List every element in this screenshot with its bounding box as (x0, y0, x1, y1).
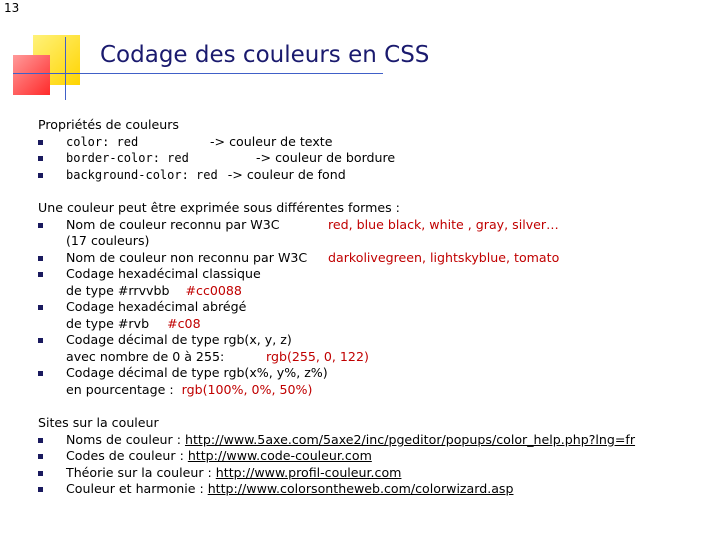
list-item (38, 266, 708, 283)
property-name: color: red (66, 134, 139, 149)
property-description: -> couleur de bordure (256, 150, 396, 165)
list-item-continuation (38, 283, 708, 300)
property-name: background-color: red (66, 167, 218, 182)
formats-heading: Une couleur peut être exprimée sous différentes formes : (38, 200, 400, 215)
list-item (38, 448, 708, 465)
site-link-color-codes[interactable]: http://www.code-couleur.com (187, 448, 372, 463)
format-detail: avec nombre de 0 à 255: (66, 348, 225, 364)
format-detail: (17 couleurs) (66, 233, 150, 248)
format-label: Codage décimal de type rgb(x, y, z) (66, 332, 292, 347)
property-description: -> couleur de fond (227, 166, 346, 182)
site-label: Noms de couleur : (66, 431, 185, 447)
list-item (38, 465, 708, 482)
list-item (38, 167, 708, 184)
list-item (38, 134, 708, 151)
slide-number: 13 (4, 1, 20, 15)
property-description: -> couleur de texte (210, 133, 333, 149)
format-label: Codage décimal de type rgb(x%, y%, z%) (66, 365, 328, 380)
site-label: Couleur et harmonie : (66, 481, 208, 496)
format-example: red, blue black, white , gray, silver… (328, 216, 559, 232)
format-label: Nom de couleur reconnu par W3C (66, 216, 280, 232)
list-item (38, 332, 708, 349)
format-example: #cc0088 (185, 282, 242, 298)
slide-content (38, 117, 708, 515)
properties-heading: Propriétés de couleurs (38, 117, 179, 132)
list-item (38, 150, 708, 167)
format-example: rgb(100%, 0%, 50%) (181, 381, 313, 397)
format-detail: de type #rvb (66, 315, 150, 331)
horizontal-rule (13, 73, 383, 74)
site-label: Théorie sur la couleur : (66, 464, 216, 480)
format-example: darkolivegreen, lightskyblue, tomato (328, 249, 560, 265)
slide-title: Codage des couleurs en CSS (100, 42, 430, 68)
format-detail: de type #rrvvbb (66, 282, 170, 298)
format-example: #c08 (167, 315, 201, 331)
format-label: Codage hexadécimal classique (66, 266, 261, 281)
list-item (38, 299, 708, 316)
list-item (38, 432, 708, 449)
format-detail: en pourcentage : (66, 381, 174, 397)
list-item-continuation (38, 382, 708, 399)
property-name: border-color: red (66, 151, 189, 165)
format-label: Nom de couleur non reconnu par W3C (66, 249, 308, 265)
site-label: Codes de couleur : (66, 448, 188, 463)
sites-section (38, 415, 708, 498)
site-link-color-names[interactable]: http://www.5axe.com/5axe2/inc/pgeditor/popups/color_help.php?lng=fr (184, 431, 636, 447)
list-item (38, 365, 708, 382)
format-label: Codage hexadécimal abrégé (66, 299, 247, 314)
red-square (13, 55, 50, 95)
list-item (38, 481, 708, 498)
site-link-color-theory[interactable]: http://www.profil-couleur.com (215, 464, 402, 480)
site-link-color-harmony[interactable]: http://www.colorsontheweb.com/colorwizard.asp (207, 481, 514, 496)
list-item-continuation (38, 349, 708, 366)
properties-section (38, 117, 708, 183)
sites-heading: Sites sur la couleur (38, 415, 159, 430)
vertical-rule (65, 37, 66, 100)
list-item (38, 217, 708, 234)
list-item (38, 250, 708, 267)
list-item-continuation (38, 233, 708, 250)
format-example: rgb(255, 0, 122) (266, 348, 369, 364)
list-item-continuation (38, 316, 708, 333)
formats-section (38, 200, 708, 398)
